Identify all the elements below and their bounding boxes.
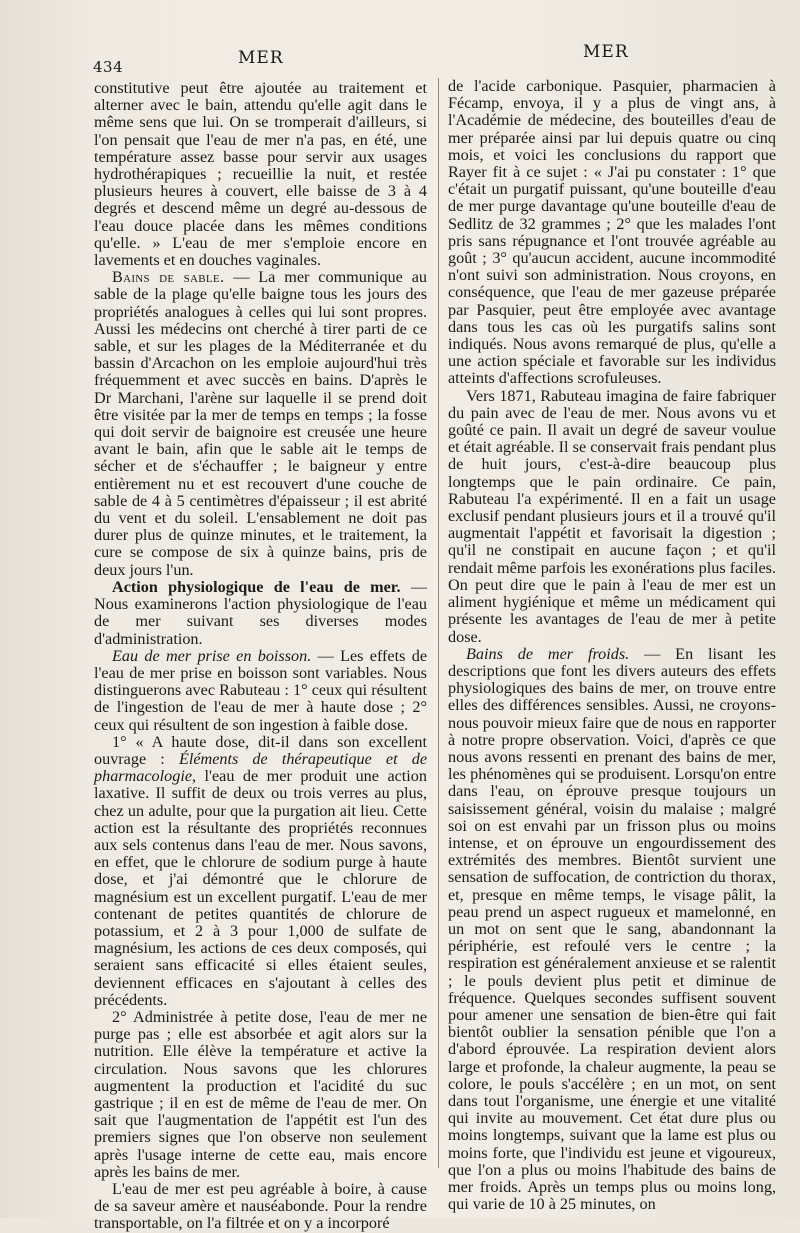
paragraph-boisson — [94, 648, 427, 734]
subsection-heading: Bains de mer froids. — [466, 644, 630, 663]
subsection-heading: Eau de mer prise en boisson. — [112, 646, 312, 665]
paragraph: 2° Administrée à petite dose, l'eau de mer ne purge pas ; elle est absorbée et agit alors sur la nutrition. Elle élève la température et active la circulation. Nous savons que les chlorures augmentent la production et l'acidité du suc gastrique ; il en est de même de l'eau de mer. On sait que l'augmentation de l'appétit est l'un des premiers signes que l'on observe non seulement après l'usage interne de cette eau, mais encore après les bains de mer. — [94, 1007, 427, 1181]
paragraph-bains-de-sable — [94, 269, 427, 579]
right-column — [448, 78, 776, 1213]
paragraph-action-physiologique — [94, 579, 427, 648]
book-title: Éléments de thérapeutique et de pharmacologie — [94, 749, 428, 786]
paragraph-text: — La mer communique au sable de la plage qu'elle baigne tous les jours des propriétés analogues à celles qui lui sont propres. Aussi les médecins ont cherché à tirer parti de ce sable, et sur les plages de la Méditerranée et du bassin d'Arcachon on les emploie aujourd'hui très fréquemment et avec succès en bains. D'après le Dr Marchani, l'arène sur laquelle il se prend doit être visitée par la mer de temps en temps ; la fosse qui doit servir de baignoire est creusée une heure avant le bain, afin que le sable ait le temps de sécher et de s'échauffer ; le baigneur y entre entièrement nu et est recouvert d'une couche de sable de 4 à 5 centimètres d'épaisseur ; il est abrité du vent et du soleil. L'ensablement ne doit pas durer plus de quinze minutes, et le traitement, la cure se compose de six à quinze bains, pris de deux jours l'un. — [94, 268, 428, 579]
paragraph-haute-dose — [94, 734, 427, 1009]
paragraph: Vers 1871, Rabuteau imagina de faire fabriquer du pain avec de l'eau de mer. Nous avons vu et goûté ce pain. Il avait un degré de saveur voulue et était agréable. Il se conservait frais pendant plus de huit jours, c'est-à-dire beaucoup plus longtemps que le pain ordinaire. Ce pain, Rabuteau l'a expérimenté. Il en a fait un usage exclusif pendant plusieurs jours et il a trouvé qu'il augmentait l'appétit et favorisait la digestion ; qu'il ne constipait en aucune façon ; et qu'il rendait même parfois les exonérations plus faciles. On peut dire que le pain à l'eau de mer est un aliment hygiénique et même un médicament qui présente les avantages de l'eau de mer à petite dose. — [448, 386, 776, 646]
paragraph-text: — Nous examinerons l'action physiologique de l'eau de mer suivant ses diverses modes d'administration. — [94, 577, 428, 648]
paragraph-bains-froids — [448, 646, 776, 1214]
left-column — [94, 80, 427, 1233]
paragraph: de l'acide carbonique. Pasquier, pharmacien à Fécamp, envoya, il y a plus de vingt ans, à l'Académie de médecine, des bouteilles d'eau de mer préparée ainsi par lui depuis quatre ou cinq mois, et voici les conclusions du rapport que Rayer fit à ce sujet : « J'ai pu constater : 1° que c'était un purgatif puissant, qu'une bouteille d'eau de mer purge davantage qu'une bouteille d'eau de Sedlitz de 32 grammes ; 2° que les malades l'ont pris sans répugnance et l'ont trouvée agréable au goût ; 3° qu'aucun accident, aucune incommodité n'ont suivi son administration. Nous croyons, en conséquence, que l'eau de mer gazeuse préparée par Pasquier, peut être employée avec avantage dans tous les cas où les purgatifs salins sont indiqués. Nous avons remarqué de plus, qu'elle a une action spéciale et favorable sur les individus atteints d'affections scrofuleuses. — [448, 77, 776, 388]
running-head-left: MER — [238, 48, 284, 68]
paragraph: constitutive peut être ajoutée au traitement et alterner avec le bain, attendu qu'elle agit dans le même sens que lui. On se tromperait d'ailleurs, si l'on pensait que l'eau de mer n'a pas, en été, une température assez basse pour servir aux usages hydrothérapiques ; recueillie la nuit, et restée plusieurs heures à couvert, elle baisse de 3 à 4 degrés et descend même un degré au-dessous de l'eau douce placée dans les mêmes conditions qu'elle. » L'eau de mer s'emploie encore en lavements et en douches vaginales. — [94, 79, 427, 270]
section-heading: Action physiologique de l'eau de mer. — [112, 577, 401, 596]
paragraph-text: — En lisant les descriptions que font les divers auteurs des effets physiologiques des bains de mer, on trouve entre elles des différences sensibles. Aussi, ne croyons-nous pouvoir mieux faire que de nous en rapporter à notre propre observation. Voici, d'après ce que nous avons ressenti en prenant des bains de mer, les phénomènes qui se produisent. Lorsqu'on entre dans l'eau, on éprouve presque toujours un saisissement général, voisin du malaise ; malgré soi on est envahi par un frisson plus ou moins intense, et on éprouve un engourdissement des extrémités des membres. Bientôt survient une sensation de suffocation, de contriction du thorax, et, presque en même temps, le visage pâlit, la peau prend un aspect rugueux et mamelonné, en un mot on sent que le sang, abandonnant la périphérie, est refoulé vers le centre ; la respiration est généralement anxieuse et se ralentit ; le pouls devient plus petit et diminue de fréquence. Quelques secondes suffisent souvent pour amener une sensation de bien-être qui fait bientôt oublier la sensation pénible que l'on a d'abord éprouvée. La respiration devient alors large et profonde, la chaleur augmente, la peau se colore, le pouls s'accélère ; en un mot, on sent dans tout l'organisme, une énergie et une vitalité qui invite au mouvement. Cet état dure plus ou moins longtemps, suivant que la lame est plus ou moins forte, que l'individu est jeune et vigoureux, que l'on a plus ou moins l'habitude des bains de mer froids. Après un temps plus ou moins long, qui varie de 10 à 25 minutes, on — [448, 644, 776, 1214]
paragraph-text: — Les effets de l'eau de mer prise en boisson sont variables. Nous distinguerons avec Rabuteau : 1° ceux qui résultent de l'ingestion de l'eau de mer à haute dose ; 2° ceux qui résultent de son ingestion à faible dose. — [94, 646, 428, 734]
paragraph: L'eau de mer est peu agréable à boire, à cause de sa saveur amère et nauséabonde. Pour la rendre transportable, on l'a filtrée et on y a incorporé — [94, 1180, 427, 1233]
page-number: 434 — [93, 58, 124, 76]
column-divider — [438, 78, 439, 1168]
paragraph-text: 1° « A haute dose, dit-il dans son excellent ouvrage : — [94, 732, 427, 768]
section-heading: Bains de sable. — [112, 268, 225, 287]
running-head-right: MER — [583, 42, 629, 62]
paragraph-text: , l'eau de mer produit une action laxative. Il suffit de deux ou trois verres au plus, chez un adulte, pour que la purgation ait lieu. Cette action est la résultante des propriétés reconnues aux sels contenus dans l'eau de mer. Nous savons, en effet, que le chlorure de sodium purge à haute dose, et j'ai démontré que le chlorure de magnésium est un excellent purgatif. L'eau de mer contenant de petites quantités de chlorure de potassium, et 2 à 3 pour 1,000 de sulfate de magnésium, les actions de ces deux composés, qui seraient sans efficacité si elles étaient seules, deviennent efficaces en s'ajoutant à celles des précédents. — [94, 767, 427, 1009]
